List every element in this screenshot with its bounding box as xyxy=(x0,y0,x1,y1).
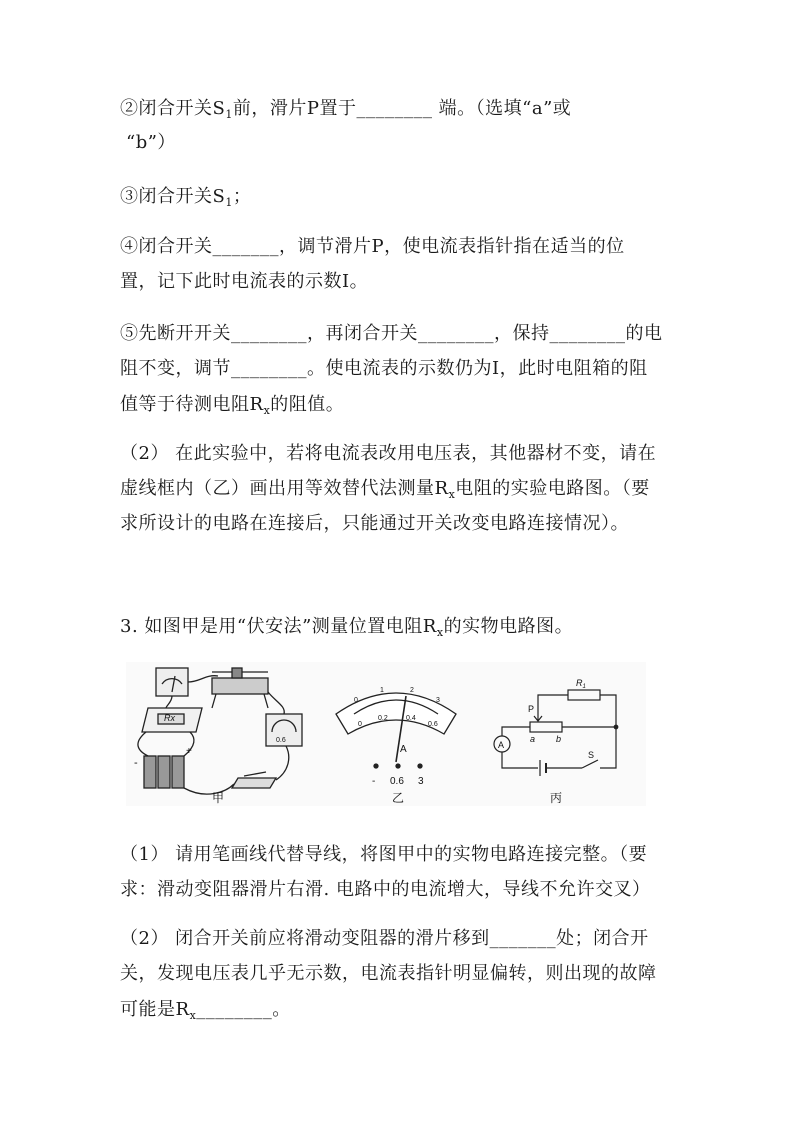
text-line-4 xyxy=(120,235,625,259)
battery-cell xyxy=(144,756,156,788)
text: 3. 如图甲是用“伏安法”测量位置电阻R xyxy=(120,616,437,637)
text-line-1 xyxy=(120,97,571,127)
text: （2） 闭合开关前应将滑动变阻器的滑片移到_______处；闭合开 xyxy=(120,928,649,949)
terminal xyxy=(418,764,422,768)
caption-bing: 丙 xyxy=(550,791,563,805)
terminal xyxy=(374,764,378,768)
bing-ammeter-label: A xyxy=(498,740,505,750)
bing-switch-label: S xyxy=(588,750,595,760)
rx-label: Rx xyxy=(164,713,175,723)
subscript: 1 xyxy=(225,108,233,121)
figure-bing xyxy=(494,690,618,776)
text: ⑤先断开开关________，再闭合开关________，保持________的电 xyxy=(120,323,663,344)
minus-sign: - xyxy=(134,757,138,769)
schematic-rheostat xyxy=(530,722,562,732)
subscript: x xyxy=(263,404,271,417)
bing-r1-letter: R xyxy=(576,678,583,688)
text-line-3 xyxy=(120,185,251,215)
scale-bottom-2: 0.4 xyxy=(406,715,416,722)
terminal-label-minus: - xyxy=(372,776,376,787)
text-line-14 xyxy=(120,878,650,902)
terminal xyxy=(396,764,400,768)
text: 的实物电路图。 xyxy=(443,616,574,637)
text-line-13 xyxy=(120,843,647,867)
scale-top-3: 3 xyxy=(436,697,440,704)
caption-jia: 甲 xyxy=(212,791,225,805)
subscript: x xyxy=(189,1009,197,1022)
subscript: x xyxy=(448,488,456,501)
text-line-9 xyxy=(120,442,656,466)
text: 置，记下此时电流表的示数I。 xyxy=(120,271,369,292)
meter-unit: A xyxy=(400,744,407,755)
text-line-8 xyxy=(120,393,344,423)
rheostat-leg xyxy=(264,694,268,708)
switch-lever xyxy=(244,772,266,776)
subscript: 1 xyxy=(225,196,233,209)
bing-a: a xyxy=(530,734,536,744)
text: 值等于待测电阻R xyxy=(120,394,264,415)
text: ③闭合开关S xyxy=(120,186,226,207)
text: 可能是R xyxy=(120,999,190,1020)
text-line-6 xyxy=(120,322,663,346)
wire xyxy=(184,784,234,794)
bing-r1 xyxy=(576,678,586,690)
schematic-wire xyxy=(538,695,568,714)
text-line-12 xyxy=(120,615,573,645)
schematic-switch xyxy=(582,760,598,768)
ammeter-small-label: 0.6 xyxy=(276,737,286,744)
switch-base xyxy=(232,778,276,788)
bing-p: P xyxy=(528,704,535,714)
schematic-node xyxy=(614,725,618,729)
figure-yi xyxy=(336,693,456,768)
text-line-16 xyxy=(120,962,657,986)
rheostat xyxy=(212,678,268,694)
wire xyxy=(276,746,289,780)
wire xyxy=(166,696,172,708)
text: ④闭合开关_______，调节滑片P，使电流表指针指在适当的位 xyxy=(120,236,625,257)
text: 电阻的实验电路图。（要 xyxy=(455,478,650,499)
bing-b: b xyxy=(556,734,562,744)
text: ________。 xyxy=(196,999,291,1020)
schematic-wire xyxy=(502,727,510,736)
caption-yi: 乙 xyxy=(392,791,405,805)
plus-sign: + xyxy=(186,746,192,757)
wire xyxy=(268,692,284,714)
text: 关，发现电压表几乎无示数，电流表指针明显偏转，则出现的故障 xyxy=(120,963,657,984)
text: ②闭合开关S xyxy=(120,98,226,119)
subscript: x xyxy=(436,626,444,639)
text: 虚线框内（乙）画出用等效替代法测量R xyxy=(120,478,449,499)
scale-bottom-1: 0.2 xyxy=(378,715,388,722)
terminal-label-06: 0.6 xyxy=(390,776,404,787)
text-line-11 xyxy=(120,512,629,536)
scale-top-1: 1 xyxy=(380,687,384,694)
text-line-5 xyxy=(120,270,368,294)
schematic-r1 xyxy=(568,690,600,700)
battery-cell xyxy=(158,756,170,788)
text: （1） 请用笔画线代替导线，将图甲中的实物电路连接完整。（要 xyxy=(120,844,648,865)
text: “b”） xyxy=(126,132,176,153)
text: 的阻值。 xyxy=(270,394,345,415)
rheostat-leg xyxy=(212,694,216,708)
text: （2） 在此实验中，若将电流表改用电压表，其他器材不变，请在 xyxy=(120,443,657,464)
battery-cell xyxy=(172,756,184,788)
text-line-17 xyxy=(120,998,291,1028)
scale-top-0: 0 xyxy=(354,697,358,704)
text: 前，滑片P置于________ 端。（选填“a”或 xyxy=(232,98,572,119)
bing-r1-sub: 1 xyxy=(582,684,586,690)
scale-bottom-0: 0 xyxy=(358,721,362,728)
scale-bottom-3: 0.6 xyxy=(428,721,438,728)
schematic-wire xyxy=(600,727,616,768)
wire xyxy=(138,732,148,756)
text: ； xyxy=(232,186,252,207)
schematic-slider-arrow xyxy=(534,714,542,721)
text-line-2 xyxy=(126,131,176,155)
text: 求：滑动变阻器滑片右滑. 电路中的电流增大，导线不允许交叉） xyxy=(120,879,651,900)
scale-top-2: 2 xyxy=(410,687,414,694)
terminal-label-3: 3 xyxy=(418,776,424,787)
text-line-7 xyxy=(120,357,648,381)
circuit-figure-svg xyxy=(126,662,646,806)
text: 求所设计的电路在连接后，只能通过开关改变电路连接情况）。 xyxy=(120,513,629,534)
text: 阻不变，调节________。使电流表的示数仍为I，此时电阻箱的阻 xyxy=(120,358,648,379)
text-line-15 xyxy=(120,927,649,951)
schematic-wire xyxy=(502,752,538,768)
rheostat-slider xyxy=(232,668,242,678)
text-line-10 xyxy=(120,477,650,507)
figure-jia xyxy=(138,668,302,794)
circuit-figure xyxy=(126,662,646,806)
